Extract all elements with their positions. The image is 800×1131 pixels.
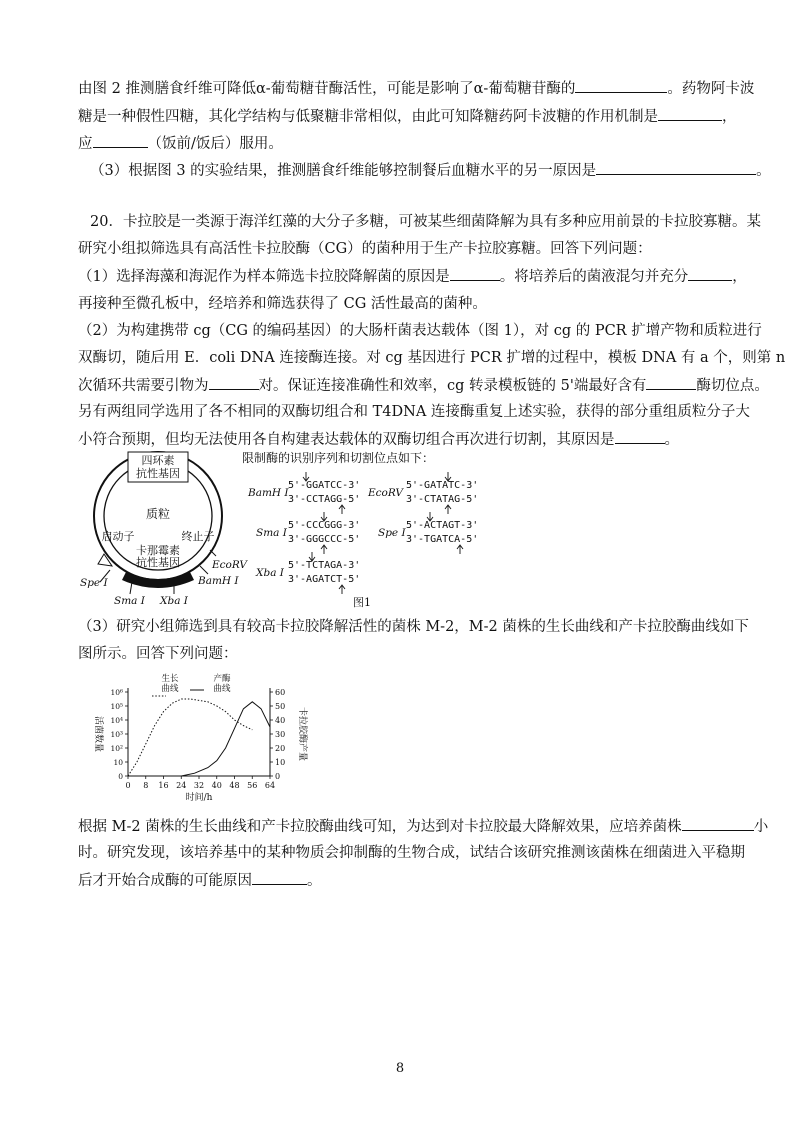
x-tick-label: 8 <box>143 781 149 790</box>
enzyme-bottom-seq: 3'-CTATAG-5' <box>406 494 479 505</box>
y-right-axis-label: 卡拉胶酶产量 <box>297 706 307 762</box>
y-right-tick-label: 60 <box>275 688 286 697</box>
y-right-tick-label: 10 <box>275 758 286 767</box>
x-tick-label: 40 <box>211 781 222 790</box>
y-right-tick-label: 30 <box>275 730 286 739</box>
y-right-tick-label: 20 <box>275 744 286 753</box>
q19-line-4: （3）根据图 3 的实验结果，推测膳食纤维能够控制餐后血糖水平的另一原因是 。 <box>90 160 740 181</box>
spei-site-label: Spe I <box>80 577 108 589</box>
answer-blank[interactable] <box>688 266 732 281</box>
terminator-label: 终止子 <box>181 530 215 543</box>
enzyme-spei <box>378 512 478 554</box>
q20-line-2: 研究小组拟筛选具有高活性卡拉胶酶（CG）的菌种用于生产卡拉胶寡糖。回答下列问题： <box>78 241 652 257</box>
q20-line-3: （1）选择海藻和海泥作为样本筛选卡拉胶降解菌的原因是 。将培养后的菌液混匀并充分 ， <box>78 266 728 287</box>
q20-line-14: 后才开始合成酶的可能原因 。 <box>78 870 728 891</box>
smai-site-tick <box>130 582 132 594</box>
enzyme-bottom-seq: 3'-TGATCA-5' <box>406 534 479 545</box>
figure-1-plasmid <box>76 444 496 614</box>
q20-line-9: 小符合预期，但均无法使用各自构建表达载体的双酶切组合再次进行切割，其原因是 。 <box>78 429 728 450</box>
y-left-tick-label: 10⁵ <box>110 702 123 711</box>
q20-line-5: （2）为构建携带 cg（CG 的编码基因）的大肠杆菌表达载体（图 1），对 cg 的 PCR 扩增产物和质粒进行 <box>78 323 762 339</box>
y-left-tick-label: 0 <box>118 772 123 781</box>
promoter-label: 启动子 <box>101 530 135 543</box>
answer-blank[interactable] <box>682 816 754 831</box>
x-tick-label: 32 <box>193 781 205 790</box>
answer-blank[interactable] <box>646 375 696 390</box>
cut-arrow-icon <box>457 545 463 554</box>
q20-line-4: 再接种至微孔板中，经培养和筛选获得了 CG 活性最高的菌种。 <box>78 296 487 312</box>
q20-line-1: 20．卡拉胶是一类源于海洋红藻的大分子多糖，可被某些细菌降解为具有多种应用前景的卡拉胶寡糖。某 <box>90 214 761 230</box>
enzyme-top-seq: 5'-TCTAGA-3' <box>288 560 361 571</box>
xbai-site-label: Xba I <box>160 595 188 607</box>
enzyme-name: Xba I <box>256 567 284 579</box>
enzyme-name: Spe I <box>378 527 406 539</box>
enzyme-top-seq: 5'-GGATCC-3' <box>288 480 361 491</box>
y-left-tick-label: 10³ <box>110 730 123 739</box>
answer-blank[interactable] <box>450 266 500 281</box>
x-tick-label: 16 <box>158 781 169 790</box>
x-tick-label: 48 <box>229 781 240 790</box>
promoter-arrow-icon <box>98 554 112 566</box>
cut-arrow-icon <box>339 585 345 594</box>
x-tick-label: 24 <box>176 781 187 790</box>
y-right-tick-label: 50 <box>275 702 286 711</box>
q20-line-11: 图所示。回答下列问题： <box>78 646 238 662</box>
cut-arrow-icon <box>339 505 345 514</box>
q20-line-7: 次循环共需要引物为 对。保证连接准确性和效率，cg 转录模板链的 5'端最好含有 酶切位点。 <box>78 375 728 396</box>
enzyme-bottom-seq: 3'-CCTAGG-5' <box>288 494 361 505</box>
x-tick-label: 0 <box>125 781 131 790</box>
y-left-tick-label: 10 <box>113 758 123 767</box>
enzyme-xbai <box>255 552 360 594</box>
enzyme-table-title: 限制酶的识别序列和切割位点如下： <box>242 451 435 465</box>
tet-gene-label-1: 四环素 <box>141 454 175 467</box>
y-left-tick-label: 10⁴ <box>110 716 123 725</box>
legend-growth-label-1: 生长 <box>161 674 179 684</box>
enzyme-name: BamH I <box>248 487 289 499</box>
y-left-axis-label: 活菌数量 <box>93 715 103 753</box>
ecorv-site-label: EcoRV <box>212 559 247 571</box>
q20-line-10: （3）研究小组筛选到具有较高卡拉胶降解活性的菌株 M-2，M-2 菌株的生长曲线和产卡拉胶酶曲线如下 <box>78 619 749 635</box>
q20-line-13: 时。研究发现，该培养基中的某种物质会抑制酶的生物合成，试结合该研究推测该菌株在细菌进入平稳期 <box>78 845 745 861</box>
kan-gene-label-1: 卡那霉素 <box>136 544 180 557</box>
y-left-tick-label: 10⁶ <box>110 688 123 697</box>
q20-line-6: 双酶切，随后用 E．coli DNA 连接酶连接。对 cg 基因进行 PCR 扩增的过程中，模板 DNA 有 a 个，则第 n <box>78 350 786 366</box>
bamhi-site-tick <box>200 566 208 574</box>
x-tick-label: 64 <box>264 781 276 790</box>
enzyme-top-seq: 5'-GATATC-3' <box>406 480 479 491</box>
q19-line-2: 糖是一种假性四糖，其化学结构与低聚糖非常相似，由此可知降糖药阿卡波糖的作用机制是 ， <box>78 106 728 127</box>
y-left-tick-label: 10² <box>110 744 123 753</box>
enzyme-top-seq: 5'-CCCGGG-3' <box>288 520 361 531</box>
plasmid-label: 质粒 <box>145 507 171 521</box>
answer-blank[interactable] <box>93 133 148 148</box>
answer-blank[interactable] <box>575 78 667 93</box>
q19-line-1: 由图 2 推测膳食纤维可降低α-葡萄糖苷酶活性，可能是影响了α-葡萄糖苷酶的 。药物阿卡波 <box>78 78 728 99</box>
tet-gene-label-2: 抗性基因 <box>136 467 180 480</box>
enzyme-ecorv <box>367 472 478 514</box>
page-number: 8 <box>395 1061 405 1076</box>
answer-blank[interactable] <box>596 160 756 175</box>
cut-arrow-icon <box>321 545 327 554</box>
enzyme-bottom-seq: 3'-AGATCT-5' <box>288 574 361 585</box>
legend-growth-label-2: 曲线 <box>161 684 179 694</box>
smai-site-label: Sma I <box>114 595 145 607</box>
cut-arrow-icon <box>445 505 451 514</box>
enzyme-bamhi <box>247 472 360 514</box>
enzyme-smai <box>256 512 360 554</box>
enzyme-bottom-seq: 3'-GGGCCC-5' <box>288 534 361 545</box>
answer-blank[interactable] <box>252 870 307 885</box>
legend-enzyme-label-2: 曲线 <box>213 684 231 694</box>
x-tick-label: 56 <box>247 781 258 790</box>
answer-blank[interactable] <box>658 106 722 121</box>
growth-enzyme-chart <box>78 672 308 804</box>
q20-line-12: 根据 M-2 菌株的生长曲线和产卡拉胶酶曲线可知，为达到对卡拉胶最大降解效果，应培养菌株 小 <box>78 816 728 837</box>
enzyme-curve-line <box>181 702 270 776</box>
enzyme-name: Sma I <box>256 527 287 539</box>
answer-blank[interactable] <box>209 375 259 390</box>
y-right-tick-label: 40 <box>275 716 286 725</box>
answer-blank[interactable] <box>615 429 665 444</box>
legend-enzyme-label-1: 产酶 <box>213 674 231 684</box>
q20-line-8: 另有两组同学选用了各不相同的双酶切组合和 T4DNA 连接酶重复上述实验，获得的部分重组质粒分子大 <box>78 404 750 420</box>
growth-curve-line <box>128 699 252 776</box>
kan-gene-label-2: 抗性基因 <box>136 556 180 569</box>
q19-line-3: 应 （饭前/饭后）服用。 <box>78 133 728 154</box>
bamhi-site-label: BamH I <box>198 575 239 587</box>
y-right-tick-label: 0 <box>275 772 281 781</box>
enzyme-name: EcoRV <box>368 487 403 499</box>
enzyme-top-seq: 5'-ACTAGT-3' <box>406 520 479 531</box>
figure-1-caption: 图1 <box>353 596 371 609</box>
x-axis-label: 时间/h <box>185 793 213 803</box>
